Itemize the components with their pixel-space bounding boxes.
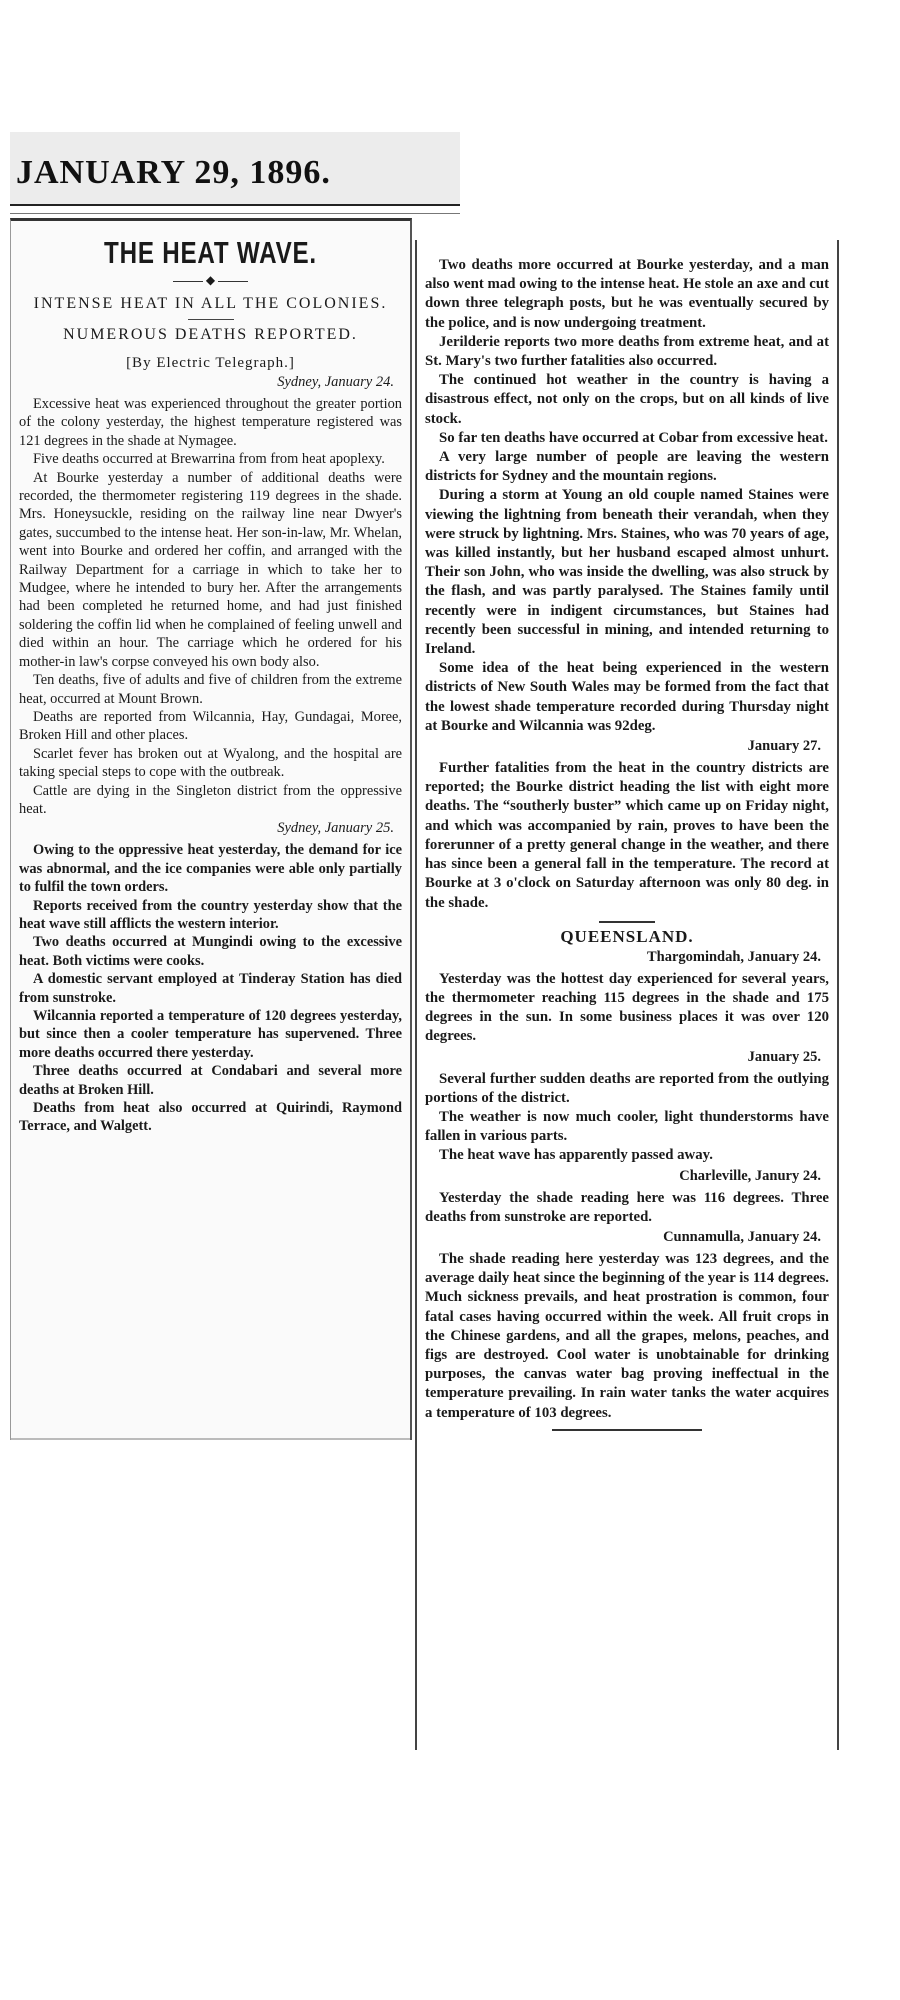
subhead-numerous-deaths: NUMEROUS DEATHS REPORTED. [63,326,358,343]
queensland-heading: QUEENSLAND. [560,926,694,946]
article-column-left [10,218,412,1440]
dateline-thargomindah: Thargomindah, January 24. [646,948,821,965]
article-column-right [415,240,839,1750]
paragraph: Reports received from the country yesterday show that the heat wave still afflicts the western interior. [19,897,402,932]
issue-date: JANUARY 29, 1896. [16,154,331,191]
dateline-cunnamulla: Cunnamulla, January 24. [663,1228,821,1245]
dateline-charleville: Charleville, Janury 24. [679,1167,821,1184]
dateline-jan-25: January 25. [747,1048,821,1065]
ornament-divider: ◆ [19,273,402,288]
paragraph: Yesterday was the hottest day experienced for several years, the thermometer reaching 115 degrees in the shade and 175 degrees in the sun. In some business places it was over 120 degrees. [425,970,829,1045]
paragraph: Jerilderie reports two more deaths from extreme heat, and at St. Mary's two further fatalities also occurred. [425,333,829,370]
byline: [By Electric Telegraph.] [126,355,295,371]
paragraph: Five deaths occurred at Brewarrina from from heat apoplexy. [33,451,385,468]
dateline-sydney-24: Sydney, January 24. [277,374,394,390]
paragraph: Yesterday the shade reading here was 116 degrees. Three deaths from sunstroke are reported. [425,1189,829,1225]
dateline-jan-27: January 27. [747,738,821,755]
paragraph: The weather is now much cooler, light thunderstorms have fallen in various parts. [425,1108,829,1145]
paragraph: Excessive heat was experienced throughout the greater portion of the colony yesterday, the highest temperature registered was 121 degrees in the shade at Nymagee. [19,396,402,449]
paragraph: Further fatalities from the heat in the country districts are reported; the Bourke district heading the list with eight more deaths. The “southerly buster” which came up on Friday night, and which was accompanied by rain, proves to have been the forerunner of a pretty general change in the weather, and there has since been a general fall in the temperature. The record at Bourke at 3 o'clock on Saturday afternoon was only 80 deg. in the shade. [425,760,829,911]
paragraph: The heat wave has apparently passed away. [439,1147,713,1164]
paragraph: Owing to the oppressive heat yesterday, the demand for ice was abnormal, and the ice companies were able only partially to fulfil the town orders. [19,842,402,896]
paragraph: Cattle are dying in the Singleton district from the oppressive heat. [19,782,402,817]
paragraph: Ten deaths, five of adults and five of children from the extreme heat, occurred at Mount Brown. [19,672,402,707]
masthead [10,132,460,206]
dateline-sydney-25: Sydney, January 25. [277,820,394,837]
end-rule [552,1429,702,1431]
paragraph: Several further sudden deaths are reported from the outlying portions of the district. [425,1070,829,1106]
masthead-rule [10,213,460,214]
paragraph: Two deaths more occurred at Bourke yesterday, and a man also went mad owing to the intense heat. He stole an axe and cut down three telegraph posts, but he was eventually secured by the police, and is now undergoing treatment. [425,257,829,331]
paragraph: Three deaths occurred at Condabari and several more deaths at Broken Hill. [19,1063,402,1098]
paragraph: A very large number of people are leaving the western districts for Sydney and the mountain regions. [425,449,829,485]
paragraph: The shade reading here yesterday was 123 degrees, and the average daily heat since the beginning of the year is 114 degrees. Much sickness prevails, and heat prostration is common, four fatal cases having occurred within the week. All fruit crops in the Chinese gardens, and all the grapes, melons, peaches, and figs are destroyed. Cool water is unobtainable for drinking purposes, the canvas water bag proving ineffectual in the temperature prevailing. In rain water tanks the water acquires a temperature of 103 degrees. [425,1250,829,1421]
paragraph: At Bourke yesterday a number of additional deaths were recorded, the thermometer registering 119 degrees in the shade. Mrs. Honeysuckle, residing on the railway line near Dwyer's gates, succumbed to the intense heat. Her son-in-law, Mr. Whelan, went into Bourke and ordered her coffin, and arranged with the Railway Department for a carriage in which to take her to Mudgee, where he intended to bury her. After the arrangements had been completed he returned home, and had just finished soldering the coffin lid when he complained of feeling unwell and died within an hour. The carriage which he ordered for his mother-in law's corpse conveyed his own body also. [19,469,402,670]
paragraph: Wilcannia reported a temperature of 120 degrees yesterday, but since then a cooler temperature has supervened. Three more deaths occurred there yesterday. [19,1008,402,1061]
section-rule [599,921,655,923]
paragraph: During a storm at Young an old couple named Staines were viewing the lightning from beneath their verandah, when they were struck by lightning. Mrs. Staines, who was 70 years of age, was killed instantly, but her husband escaped almost unhurt. Their son John, who was inside the dwelling, was also struck by the flash, and was partly paralysed. The Staines family until recently were in indigent circumstances, but Staines had recently been successful in mining, and intended returning to Ireland. [425,487,829,658]
paragraph: Some idea of the heat being experienced in the western districts of New South Wales may be formed from the fact that the lowest shade temperature recorded during Thursday night at Bourke and Wilcannia was 92deg. [425,660,829,734]
paragraph: So far ten deaths have occurred at Cobar from excessive heat. [439,429,828,446]
short-rule [188,319,234,320]
paragraph: Scarlet fever has broken out at Wyalong, and the hospital are taking special steps to cope with the outbreak. [19,745,402,781]
paragraph: Deaths are reported from Wilcannia, Hay, Gundagai, Moree, Broken Hill and other places. [19,708,402,744]
paragraph: A domestic servant employed at Tinderay Station has died from sunstroke. [19,971,402,1006]
cut-off-line [425,244,829,256]
paragraph: The continued hot weather in the country is having a disastrous effect, not only on the crops, but on all kinds of live stock. [425,372,829,427]
paragraph: Deaths from heat also occurred at Quirindi, Raymond Terrace, and Walgett. [19,1100,402,1135]
subhead-intense-heat: INTENSE HEAT IN ALL THE COLONIES. [33,295,388,312]
paragraph: Two deaths occurred at Mungindi owing to the excessive heat. Both victims were cooks. [19,934,402,969]
article-headline: THE HEAT WAVE. [104,235,317,270]
